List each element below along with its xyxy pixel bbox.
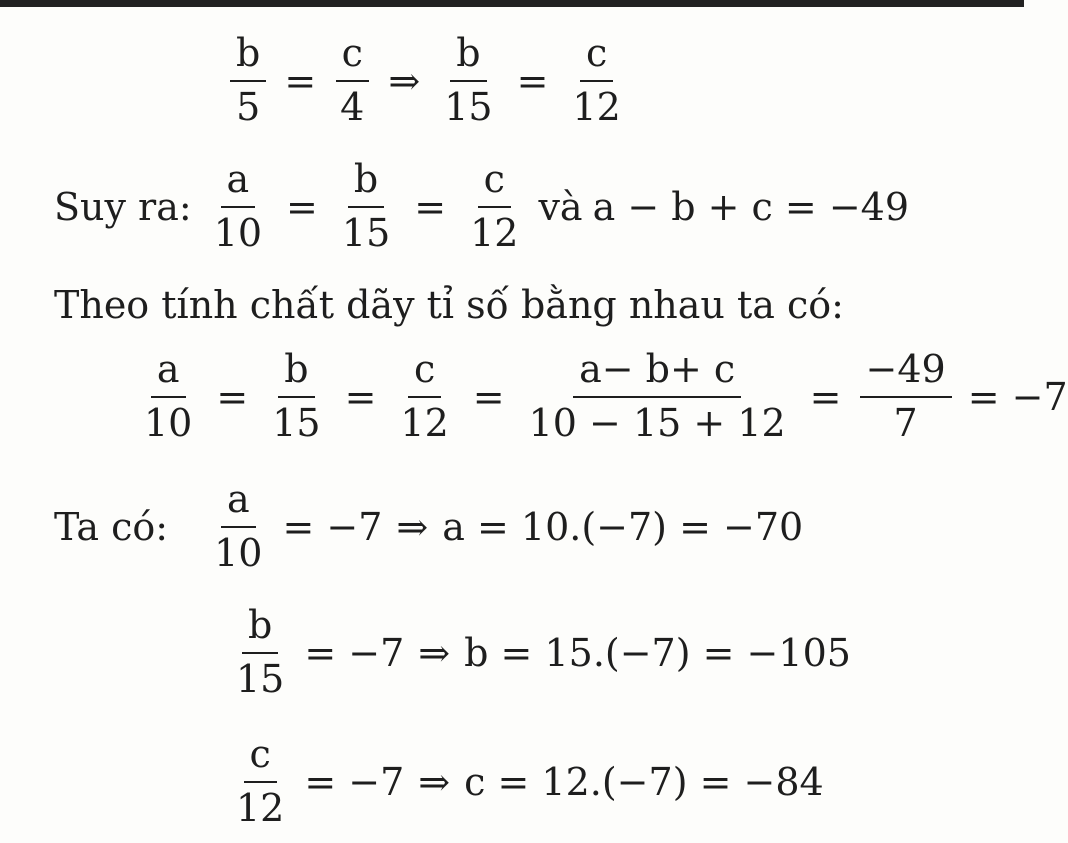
numerator: b (242, 606, 278, 654)
implies-arrow: ⇒ (418, 630, 451, 675)
equals-neg7: = −7 (282, 504, 383, 549)
equals-sign: = (472, 374, 505, 419)
fraction-b-15 (438, 31, 498, 129)
numerator: b (278, 350, 314, 398)
denominator: 10 (144, 400, 193, 445)
result-b: b = 15.(−7) = −105 (464, 630, 851, 675)
equals-neg7: = −7 (304, 759, 405, 804)
numerator: a (221, 480, 256, 528)
fraction-combined (523, 347, 792, 445)
equals-neg7: = −7 (304, 630, 405, 675)
equals-sign: = (284, 58, 317, 103)
label-suy-ra: Suy ra: (54, 184, 192, 229)
numerator: b (230, 34, 266, 82)
text-line-3 (54, 283, 844, 327)
denominator: 12 (470, 210, 519, 255)
fraction-a-10 (138, 347, 198, 445)
denominator: 4 (340, 84, 365, 129)
ratio-result: = −7 (967, 374, 1068, 419)
label-ta-co: Ta có: (54, 504, 169, 549)
denominator: 10 (213, 210, 263, 255)
denominator: 5 (236, 84, 261, 129)
denominator: 10 (214, 530, 263, 575)
numerator: c (580, 34, 613, 82)
implies-arrow: ⇒ (396, 504, 429, 549)
numerator: c (478, 160, 511, 208)
numerator: b (348, 160, 384, 208)
equation-line-1 (226, 31, 631, 129)
fraction-neg49-7 (860, 347, 952, 445)
equals-sign: = (516, 58, 549, 103)
numerator: c (244, 735, 277, 783)
numerator: a (151, 350, 186, 398)
fraction-c-12 (566, 31, 626, 129)
numerator: c (336, 34, 369, 82)
fraction-b-15 (230, 603, 290, 701)
denominator: 12 (572, 84, 621, 129)
denominator: 10 − 15 + 12 (528, 400, 786, 445)
fraction-c-12 (394, 347, 454, 445)
numerator: −49 (860, 350, 952, 398)
denominator: 7 (893, 400, 918, 445)
condition-equation: a − b + c = −49 (592, 184, 910, 229)
equation-line-2 (54, 157, 910, 255)
equation-line-5 (54, 477, 804, 575)
result-c: c = 12.(−7) = −84 (464, 759, 824, 804)
fraction-b-5 (230, 31, 266, 129)
numerator: a− b+ c (573, 350, 741, 398)
result-a: a = 10.(−7) = −70 (442, 504, 804, 549)
fraction-a-10 (208, 477, 268, 575)
fraction-a-10 (208, 157, 268, 255)
equation-line-6 (226, 603, 851, 701)
implies-arrow: ⇒ (388, 58, 421, 103)
implies-arrow: ⇒ (418, 759, 451, 804)
denominator: 15 (236, 656, 285, 701)
conjunction-va: và (538, 184, 583, 229)
numerator: c (408, 350, 441, 398)
equation-line-4 (134, 347, 1068, 445)
equals-sign: = (344, 374, 377, 419)
equals-sign: = (809, 374, 842, 419)
equation-line-7 (226, 732, 824, 830)
denominator: 12 (400, 400, 449, 445)
fraction-b-15 (266, 347, 326, 445)
equals-sign: = (414, 184, 447, 229)
equals-sign: = (216, 374, 249, 419)
fraction-c-12 (464, 157, 524, 255)
top-border (0, 0, 1024, 7)
denominator: 15 (272, 400, 321, 445)
numerator: a (221, 160, 256, 208)
denominator: 15 (444, 84, 493, 129)
denominator: 15 (341, 210, 391, 255)
fraction-c-12 (230, 732, 290, 830)
numerator: b (450, 34, 486, 82)
denominator: 12 (236, 785, 285, 830)
fraction-c-4 (334, 31, 370, 129)
fraction-b-15 (336, 157, 396, 255)
property-sentence: Theo tính chất dãy tỉ số bằng nhau ta có: (54, 283, 844, 327)
equals-sign: = (286, 184, 318, 229)
